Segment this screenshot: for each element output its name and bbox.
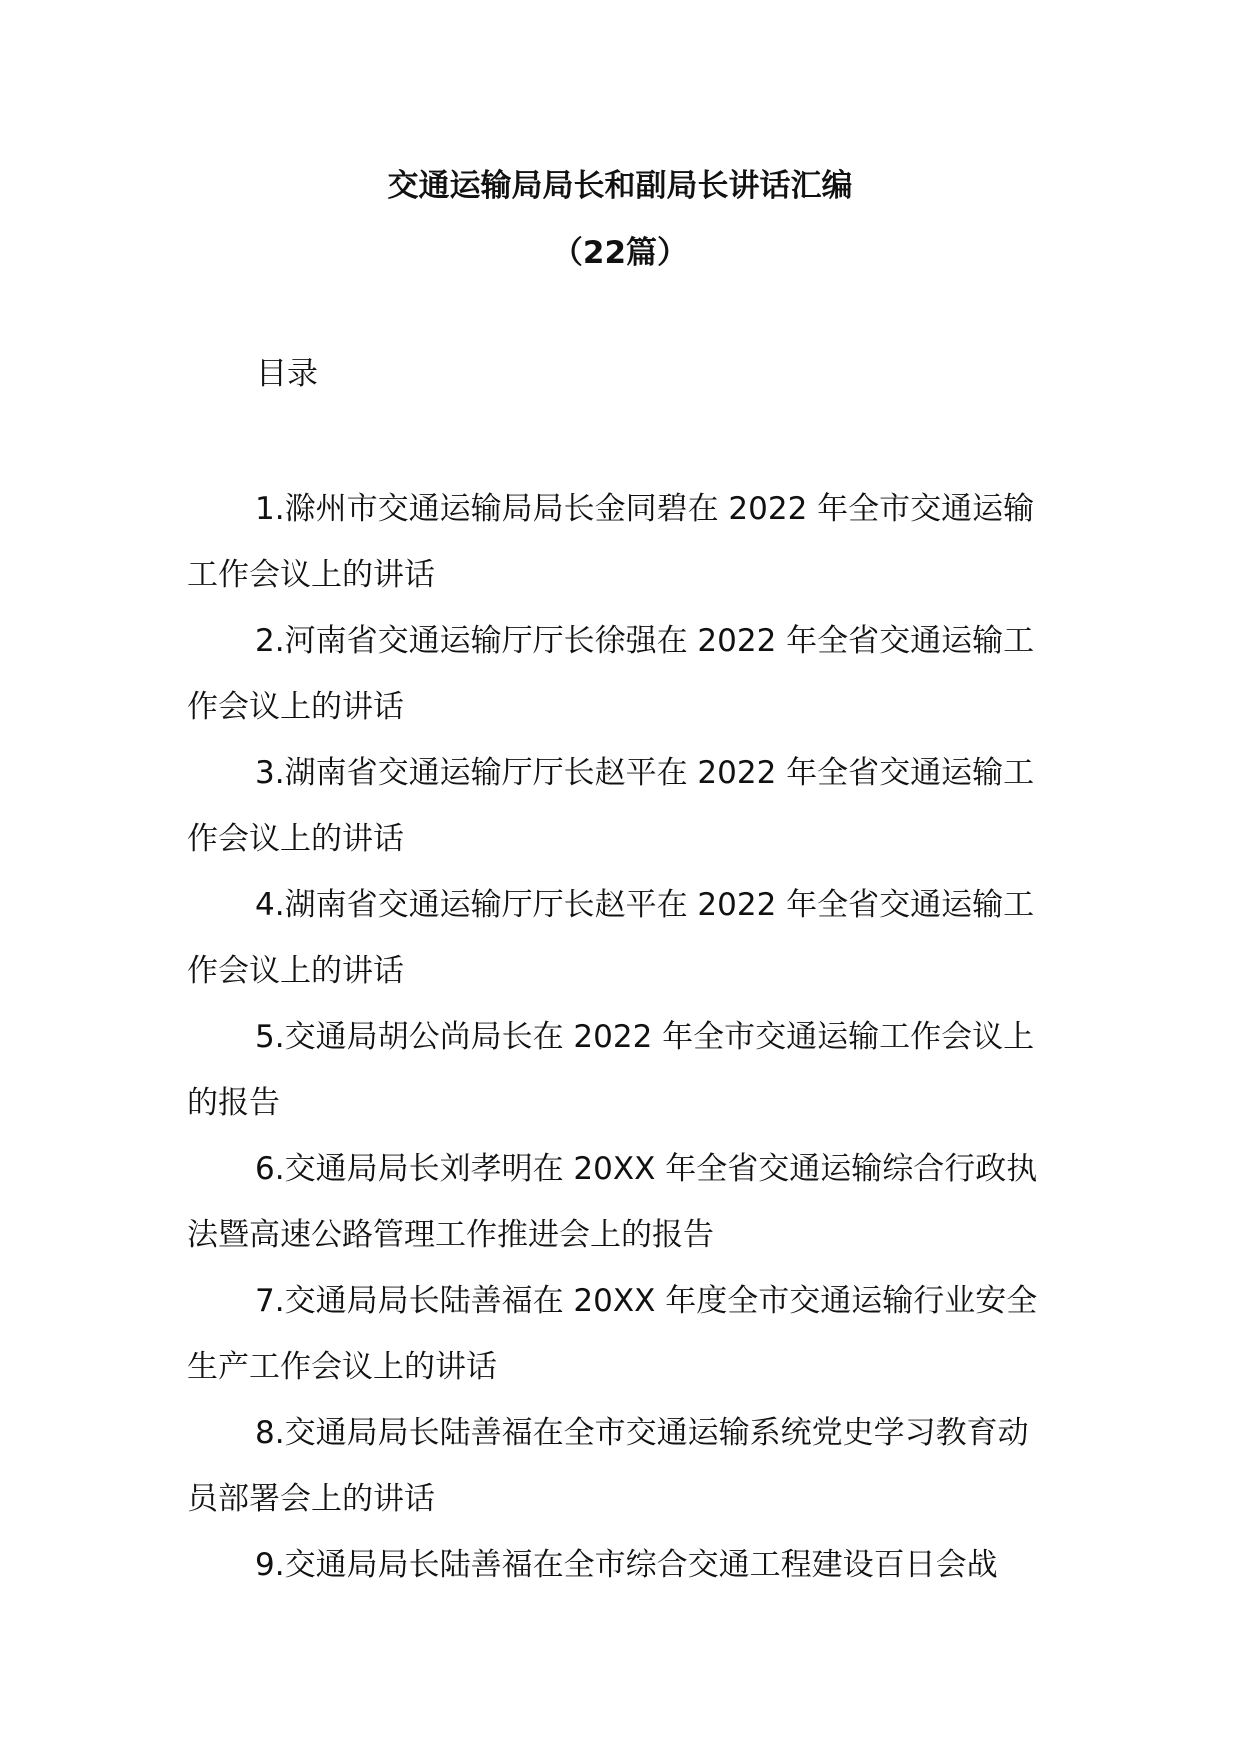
document-title: 交通运输局局长和副局长讲话汇编 [387,168,853,204]
toc-item: 8.交通局局长陆善福在全市交通运输系统党史学习教育动员部署会上的讲话 [187,1415,1029,1517]
toc-item: 7.交通局局长陆善福在 20XX 年度全市交通运输行业安全生产工作会议上的讲话 [187,1283,1038,1385]
toc-item: 5.交通局胡公尚局长在 2022 年全市交通运输工作会议上的报告 [187,1019,1035,1121]
toc-item: 1.滁州市交通运输局局长金同碧在 2022 年全市交通运输工作会议上的讲话 [187,491,1035,593]
toc-item: 6.交通局局长刘孝明在 20XX 年全省交通运输综合行政执法暨高速公路管理工作推进会上的报告 [187,1151,1038,1253]
toc-item: 9.交通局局长陆善福在全市综合交通工程建设百日会战 [255,1547,998,1583]
toc-item: 3.湖南省交通运输厅厅长赵平在 2022 年全省交通运输工作会议上的讲话 [187,755,1035,857]
document-subtitle: （22篇） [551,235,689,271]
toc-item: 4.湖南省交通运输厅厅长赵平在 2022 年全省交通运输工作会议上的讲话 [187,887,1035,989]
toc-item: 2.河南省交通运输厅厅长徐强在 2022 年全省交通运输工作会议上的讲话 [187,623,1035,725]
toc-heading: 目录 [256,356,318,392]
toc-list [187,476,1053,1598]
